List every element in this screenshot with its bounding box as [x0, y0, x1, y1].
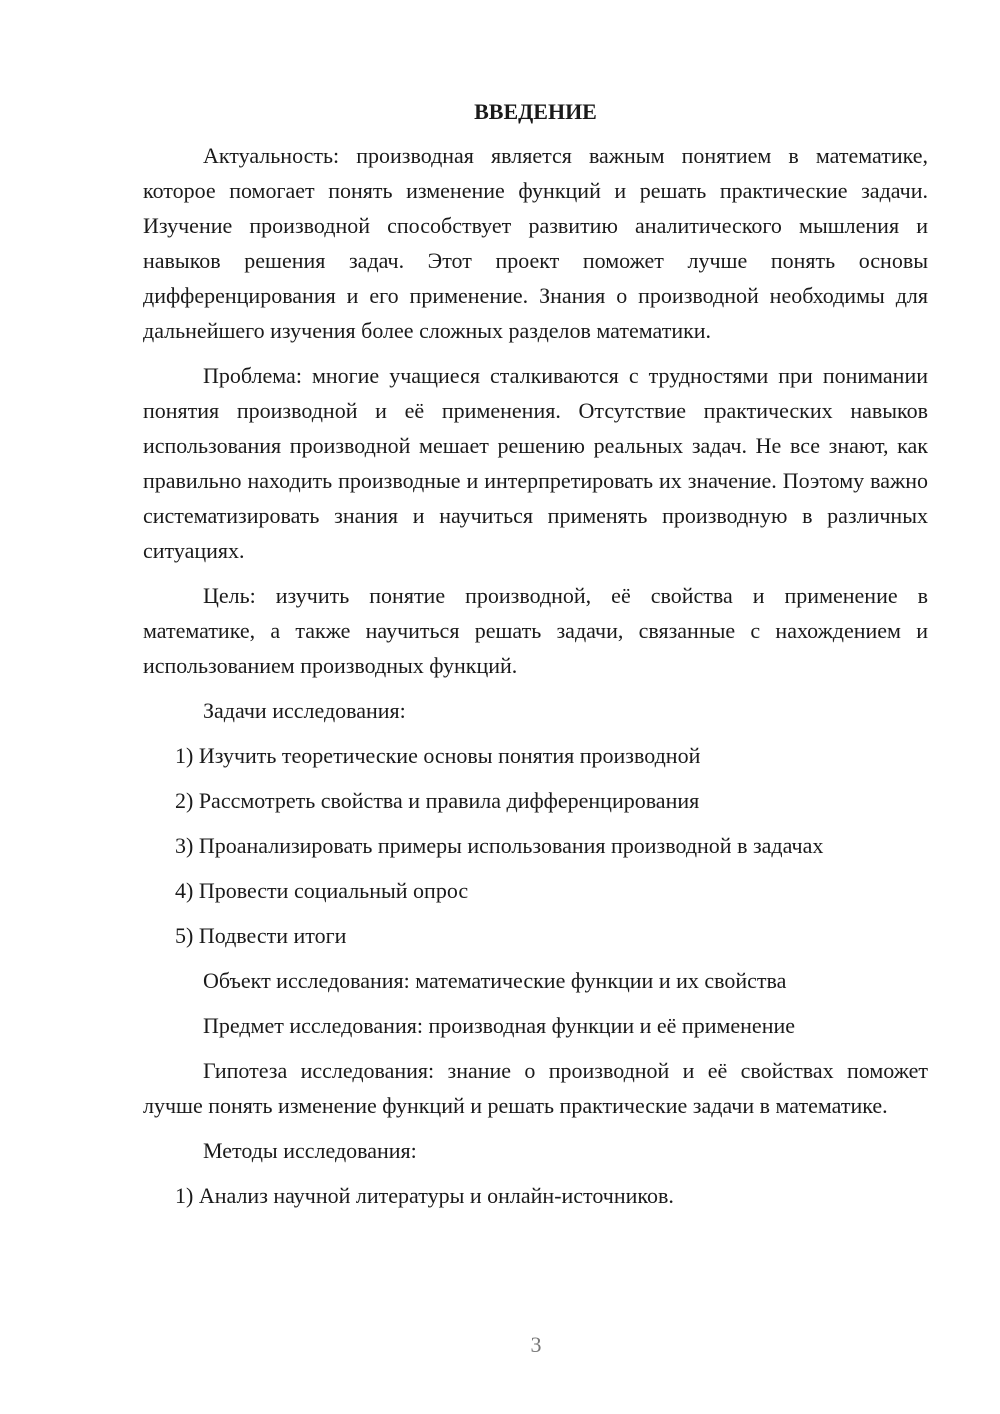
- method-item: 1) Анализ научной литературы и онлайн-источников.: [175, 1183, 674, 1208]
- research-subject: Предмет исследования: производная функции и её применение: [203, 1013, 796, 1038]
- page-content: [143, 94, 928, 1223]
- page-number: 3: [530, 1332, 542, 1357]
- task-item: 5) Подвести итоги: [175, 923, 347, 948]
- task-item: 3) Проанализировать примеры использования производной в задачах: [175, 833, 824, 858]
- task-item: 4) Провести социальный опрос: [175, 878, 469, 903]
- relevance-paragraph: Актуальность: производная является важным понятием в математике, которое помогает понять изменение функций и решать практические задачи. Изучение производной способствует развитию аналитического мышления и навыков решения задач. Этот проект поможет лучше понять основы дифференцирования и его применение. Знания о производной необходимы для дальнейшего изучения более сложных разделов математики.: [143, 143, 928, 343]
- research-object: Объект исследования: математические функции и их свойства: [203, 968, 787, 993]
- tasks-title: Задачи исследования:: [203, 698, 406, 723]
- task-item: 1) Изучить теоретические основы понятия производной: [175, 743, 701, 768]
- goal-paragraph: Цель: изучить понятие производной, её свойства и применение в математике, а также научиться решать задачи, связанные с нахождением и использованием производных функций.: [143, 583, 928, 678]
- problem-paragraph: Проблема: многие учащиеся сталкиваются с трудностями при понимании понятия производной и её применения. Отсутствие практических навыков использования производной мешает решению реальных задач. Не все знают, как правильно находить производные и интерпретировать их значение. Поэтому важно систематизировать знания и научиться применять производную в различных ситуациях.: [143, 363, 928, 563]
- methods-title: Методы исследования:: [203, 1138, 417, 1163]
- hypothesis-paragraph: Гипотеза исследования: знание о производной и её свойствах поможет лучше понять изменение функций и решать практические задачи в математике.: [143, 1058, 928, 1118]
- section-heading: ВВЕДЕНИЕ: [474, 99, 597, 124]
- task-item: 2) Рассмотреть свойства и правила дифференцирования: [175, 788, 700, 813]
